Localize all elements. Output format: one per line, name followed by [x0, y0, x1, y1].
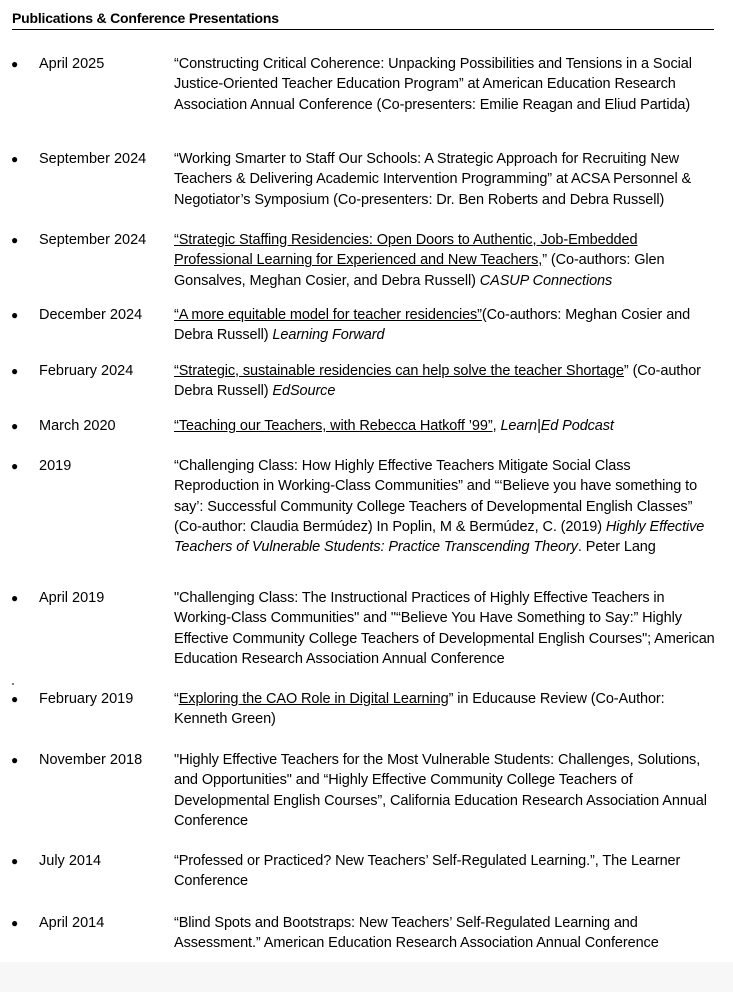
- entry-date: March 2020: [39, 418, 116, 434]
- entry-text: “Working Smarter to Staff Our Schools: A Strategic Approach for Recruiting New Teachers & Delivering Academic Intervention Programming” at ACSA Personnel & Negotiator’s Symposium (Co-presenters: Dr. Ben Roberts and Debra Russell): [174, 151, 692, 208]
- book-title: Highly Effective Teachers of Vulnerable Students: Practice Transcending Theory: [174, 518, 705, 556]
- entry-text: “Blind Spots and Bootstraps: New Teachers’ Self-Regulated Learning and Assessment.” American Education Research Association Annual Conference: [174, 915, 659, 952]
- entry-description: [174, 361, 719, 402]
- entry-text: “: [174, 691, 179, 707]
- entry-date: April 2014: [39, 915, 105, 931]
- entry-text: “Professed or Practiced? New Teachers’ Self-Regulated Learning.”, The Learner Conference: [174, 853, 681, 890]
- entry-description: [174, 851, 719, 892]
- bullet-marker: ●: [11, 459, 19, 473]
- stray-mark: [12, 683, 14, 685]
- entry-description: [174, 913, 719, 954]
- entry-text: ” (Co-author Debra Russell): [174, 363, 701, 400]
- page-bottom-margin: [0, 962, 733, 992]
- entry-text: “Constructing Critical Coherence: Unpacking Possibilities and Tensions in a Social Justice-Oriented Teacher Education Program” at American Education Research Association Annual Conference (Co-presenters: Emilie Reagan and Eliud Partida): [174, 56, 692, 113]
- entry-text: ” (Co-authors: Glen Gonsalves, Meghan Cosier, and Debra Russell): [174, 252, 665, 289]
- publication-link[interactable]: “Teaching our Teachers, with Rebecca Hatkoff ’99”: [174, 418, 493, 434]
- entry-text: ” in Educause Review (Co-Author: Kenneth Green): [174, 691, 665, 728]
- entry-text: (Co-authors: Meghan Cosier and Debra Russell): [174, 307, 691, 344]
- entry-description: [174, 149, 719, 210]
- entry-description: [174, 456, 719, 557]
- entry-date: April 2019: [39, 590, 105, 606]
- entry-description: [174, 588, 719, 669]
- entry-text: ,: [492, 418, 501, 434]
- entry-text: “Challenging Class: How Highly Effective Teachers Mitigate Social Class Reproduction in Working-Class Communities” and “‘Believe you have something to say’: Successful Community College Teachers of Developmental English Classes” (Co-author: Claudia Bermúdez) In Poplin, M & Bermúdez, C. (2019): [174, 458, 698, 535]
- entry-description: [174, 689, 719, 730]
- entry-description: [174, 416, 719, 436]
- bullet-marker: ●: [11, 419, 19, 433]
- section-heading: Publications & Conference Presentations: [12, 10, 714, 30]
- entry-date: 2019: [39, 458, 72, 474]
- entry-date: February 2019: [39, 691, 134, 707]
- bullet-marker: ●: [11, 308, 19, 322]
- entry-date: September 2024: [39, 151, 147, 167]
- entry-text: "Highly Effective Teachers for the Most Vulnerable Students: Challenges, Solutions, and Opportunities" and “Highly Effective Community College Teachers of Developmental English Courses”, California Education Research Association Annual Conference: [174, 752, 707, 829]
- publication-link[interactable]: “Strategic Staffing Residencies: Open Doors to Authentic, Job-Embedded Professional Learning for Experienced and New Teachers,: [174, 232, 638, 269]
- bullet-marker: ●: [11, 854, 19, 868]
- bullet-marker: ●: [11, 57, 19, 71]
- publication-venue: Learning Forward: [272, 327, 385, 344]
- bullet-marker: ●: [11, 916, 19, 930]
- bullet-marker: ●: [11, 364, 19, 378]
- publication-link[interactable]: Exploring the CAO Role in Digital Learning: [178, 691, 449, 707]
- entry-date: November 2018: [39, 752, 143, 768]
- entry-date: September 2024: [39, 232, 147, 248]
- entry-description: [174, 305, 719, 346]
- bullet-marker: ●: [11, 152, 19, 166]
- entry-date: July 2014: [39, 853, 102, 869]
- publication-venue: EdSource: [272, 383, 336, 400]
- entry-text: . Peter Lang: [577, 539, 656, 556]
- entry-text: "Challenging Class: The Instructional Practices of Highly Effective Teachers in Working-Class Communities" and "“Believe You Have Something to Say:” Highly Effective Community College Teachers of Developmental English Courses"; American Education Research Association Annual Conference: [174, 590, 715, 667]
- bullet-marker: ●: [11, 753, 19, 767]
- entry-description: [174, 750, 719, 831]
- entry-date: December 2024: [39, 307, 143, 323]
- bullet-marker: ●: [11, 591, 19, 605]
- publication-link[interactable]: “Strategic, sustainable residencies can help solve the teacher Shortage: [174, 363, 624, 379]
- bullet-marker: ●: [11, 233, 19, 247]
- entry-description: [174, 54, 719, 115]
- publication-venue: CASUP Connections: [479, 272, 613, 289]
- entry-date: April 2025: [39, 56, 105, 72]
- entry-description: [174, 230, 719, 291]
- publication-venue: Learn|Ed Podcast: [500, 418, 614, 434]
- entry-date: February 2024: [39, 363, 134, 379]
- publication-link[interactable]: “A more equitable model for teacher residencies”: [174, 307, 482, 323]
- bullet-marker: ●: [11, 692, 19, 706]
